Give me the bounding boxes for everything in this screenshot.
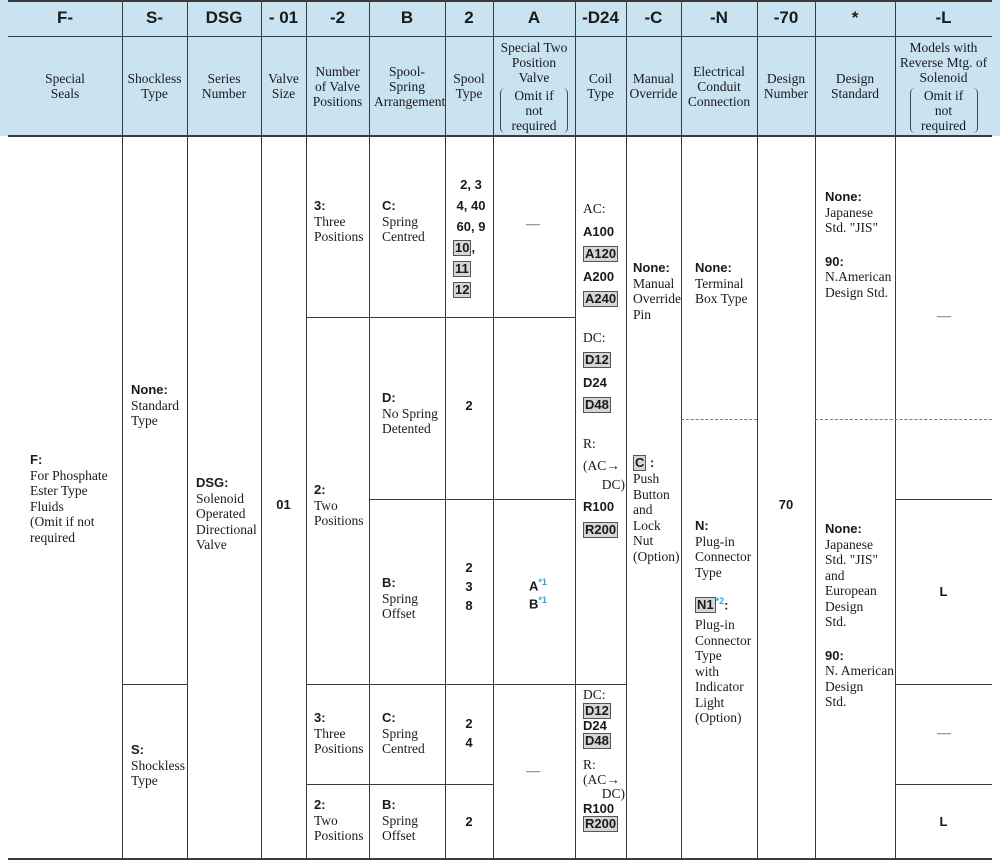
coil-item-boxed: A120 (585, 246, 617, 261)
coil-upper-cell (583, 198, 625, 541)
coil-r-sub: DC) (601, 476, 625, 492)
label-design-std: Design Standard (831, 71, 879, 101)
special-seals-desc: Ester Type (30, 483, 88, 498)
shockless-s-cell: S: Shockless Type (131, 742, 185, 788)
spring-desc: Spring (382, 725, 419, 741)
special-two-dash-2: — (526, 764, 540, 779)
shockless-none-cell: None: Standard Type (131, 382, 186, 429)
row-rule (306, 784, 493, 785)
conduit-desc: Terminal (695, 275, 744, 291)
code-positions: -2 (329, 8, 346, 27)
shockless-s-desc: Type (131, 773, 158, 788)
coil-r-sub: (AC→ (583, 458, 620, 473)
special-two-b: B (529, 596, 539, 612)
spool-value-boxed: 12 (455, 282, 470, 297)
code-coil: -D24 (582, 8, 619, 27)
spool-row2: 2 (465, 398, 473, 413)
col-line (626, 0, 627, 860)
special-two-a: A (529, 578, 539, 594)
code-series: DSG (205, 8, 243, 27)
conduit-desc: (Option) (695, 710, 742, 726)
manual-c-cell: C : Push Button and Lock Nut (Option) (633, 455, 680, 564)
spool-row3 (445, 558, 493, 615)
coil-lower-cell (583, 688, 625, 832)
label-manual: Manual Override (629, 71, 678, 101)
spring-desc: Offset (382, 828, 416, 843)
design-std-desc: N. American (825, 663, 894, 678)
conduit-desc: Type (695, 648, 722, 664)
spring-c-cell: C: Spring Centred (382, 198, 444, 245)
label-special-seals: Special Seals (45, 71, 85, 101)
conduit-n-cell: N: Plug-in Connector Type N1 $^{*2}$: Plug-in Connector Type with Indicator Light (Option) (695, 518, 757, 726)
design-std-desc: and (825, 567, 845, 583)
row-rule (895, 499, 992, 500)
code-special-two: A (527, 8, 541, 27)
manual-desc: Pin (633, 306, 652, 322)
positions-three-code: 3 (314, 198, 322, 213)
manual-desc: Button (633, 486, 670, 502)
coil-item: D24 (583, 717, 607, 733)
code-reverse: -L (935, 8, 952, 27)
label-reverse: Models with Reverse Mtg. of Solenoid Omit if not required (899, 39, 988, 133)
label-positions: Number of Valve Positions (312, 63, 363, 109)
conduit-desc: Box Type (695, 291, 748, 306)
series-desc: Valve (196, 537, 227, 552)
col-line (681, 0, 682, 860)
spool-value: 3 (465, 579, 473, 594)
conduit-none-code: None (695, 260, 728, 275)
col-line (575, 0, 576, 860)
design-std-desc: N.American (825, 269, 892, 284)
positions-desc: Positions (314, 513, 364, 528)
manual-desc: Manual (633, 275, 675, 291)
coil-r-label: R: (583, 435, 596, 451)
spring-d-code: D (382, 390, 392, 405)
positions-desc: Two (314, 812, 338, 828)
header-divider (8, 36, 992, 37)
code-valve-size: - 01 (268, 8, 299, 27)
special-seals-desc: (Omit if not (30, 514, 95, 529)
spring-desc: Centred (382, 741, 425, 756)
label-spring: Spool- Spring Arrangement (374, 63, 446, 109)
code-conduit: -N (710, 8, 728, 27)
positions-two-cell: 2: Two Positions (314, 482, 368, 529)
design-std-90: 90 (825, 253, 840, 269)
label-spool: Spool Type (453, 71, 485, 101)
conduit-desc: with (695, 663, 720, 679)
series-desc: Operated (196, 506, 246, 521)
positions-desc: Three (314, 725, 346, 741)
code-design-std: * (851, 8, 859, 27)
label-special-two: Special Two Position Valve Omit if not required (500, 39, 568, 133)
series-code: DSG (196, 475, 225, 490)
conduit-desc: Plug-in (695, 533, 735, 549)
top-rule (8, 0, 992, 2)
manual-desc: and (633, 502, 653, 517)
design-std-b-cell: None: Japanese Std. "JIS" and European Design Std. 90: N. American Design Std. (825, 521, 894, 709)
label-valve-size: Valve Size (268, 71, 299, 101)
spring-c-cell-2: C: Spring Centred (382, 710, 444, 757)
special-seals-desc: required (30, 529, 75, 545)
coil-item: D24 (583, 374, 607, 390)
series-desc: Solenoid (196, 490, 245, 506)
manual-desc: Push (633, 471, 660, 486)
spring-desc: Offset (382, 606, 416, 621)
col-line (306, 0, 307, 860)
row-rule (895, 684, 992, 685)
spool-value: 2 (465, 716, 473, 731)
shockless-none-desc: Standard (131, 397, 179, 413)
design-std-a-cell: None: Japanese Std. "JIS" 90: N.American Design Std. (825, 189, 895, 300)
code-spring: B (400, 8, 414, 27)
valve-size-value: 01 (276, 497, 291, 512)
positions-three-cell-2: 3: Three Positions (314, 710, 368, 757)
row-rule (369, 499, 575, 500)
row-rule-dashed (815, 419, 992, 420)
manual-desc: Override (633, 291, 681, 306)
header-bottom-rule (8, 135, 992, 137)
spring-desc: Spring (382, 812, 419, 828)
omit-note-reverse: Omit if not required (910, 88, 978, 133)
spring-b-code: B (382, 575, 392, 590)
conduit-desc: Connector (695, 632, 752, 648)
design-std-desc: Design (825, 598, 864, 614)
row-rule-dashed (681, 419, 757, 420)
coil-item-boxed: R200 (585, 816, 617, 831)
spool-value: 2, 3 (460, 177, 482, 192)
row-rule (122, 684, 187, 685)
coil-item-boxed: D48 (585, 733, 609, 748)
col-line (757, 0, 758, 860)
positions-two-cell-2: 2: Two Positions (314, 797, 368, 844)
conduit-n-code: N (695, 518, 705, 533)
note-marker: *1 (538, 595, 547, 606)
row-rule (306, 684, 626, 685)
spring-desc: No Spring (382, 405, 438, 421)
spring-c-code: C (382, 198, 392, 213)
positions-desc: Positions (314, 229, 364, 244)
special-seals-desc: For Phosphate (30, 467, 108, 483)
positions-three-cell: 3: Three Positions (314, 198, 368, 245)
row-rule (306, 317, 575, 318)
col-line (187, 0, 188, 860)
col-line (493, 0, 494, 860)
spring-desc: Spring (382, 590, 419, 606)
spool-value: 4, 40 (456, 198, 486, 213)
design-std-desc: Japanese (825, 204, 873, 220)
positions-desc: Positions (314, 741, 364, 756)
positions-desc: Positions (314, 828, 364, 843)
spool-value: 2 (465, 560, 473, 575)
coil-item-boxed: A240 (585, 291, 617, 306)
label-series: Series Number (201, 71, 247, 101)
spring-c-code: C (382, 710, 392, 725)
reverse-l-2: L (939, 814, 948, 829)
spool-row5: 2 (465, 814, 473, 829)
label-shockless: Shockless Type (127, 71, 182, 101)
conduit-none-cell: None: Terminal Box Type (695, 260, 757, 307)
spool-value-boxed: 10 (455, 240, 470, 255)
code-design-number: -70 (773, 8, 799, 27)
design-std-none: None (825, 521, 858, 536)
series-desc: Directional (196, 521, 257, 537)
design-std-desc: European (825, 583, 877, 598)
spool-row4 (445, 714, 493, 752)
col-line (369, 0, 370, 860)
col-line (122, 0, 123, 860)
spring-b-code: B (382, 797, 392, 812)
omit-note-special-two: Omit if not required (500, 88, 568, 133)
conduit-desc: Connector (695, 549, 752, 564)
special-seals-code: F (30, 452, 38, 467)
coil-dc-label: DC: (583, 329, 606, 345)
reverse-l: L (939, 584, 948, 599)
manual-desc: Lock Nut (633, 517, 661, 548)
conduit-desc: Plug-in (695, 617, 735, 633)
coil-r-label: R: (583, 757, 596, 772)
coil-item: A200 (583, 268, 615, 284)
spring-d-cell: D: No Spring Detented (382, 390, 444, 437)
coil-item-boxed: D12 (585, 352, 609, 367)
label-conduit: Electrical Conduit Connection (687, 63, 751, 109)
design-std-desc: Std. (825, 614, 847, 629)
note-marker: *1 (538, 577, 547, 587)
row-rule (895, 784, 992, 785)
label-design-number: Design Number (763, 71, 809, 101)
coil-item: R100 (583, 499, 615, 514)
shockless-s-code: S (131, 742, 140, 757)
coil-item: R100 (583, 800, 615, 816)
design-std-desc: Std. "JIS" (825, 552, 879, 567)
conduit-desc: Light (695, 694, 725, 710)
coil-dc-label: DC: (583, 687, 606, 702)
manual-none-cell: None: Manual Override Pin (633, 260, 681, 322)
shockless-s-desc: Shockless (131, 757, 185, 773)
shockless-none-desc: Type (131, 413, 158, 428)
spool-value-boxed: 11 (455, 261, 469, 276)
reverse-dash-2: — (937, 726, 951, 741)
reverse-dash: — (937, 309, 951, 324)
note-marker: *2 (715, 596, 725, 606)
design-std-desc: Japanese (825, 536, 873, 552)
label-coil: Coil Type (587, 71, 614, 101)
series-cell: DSG: Solenoid Operated Directional Valve (196, 475, 260, 553)
coil-ac-label: AC: (583, 201, 606, 216)
spring-b-cell-2: B: Spring Offset (382, 797, 444, 844)
design-std-desc: Design (825, 678, 864, 694)
spring-desc: Spring (382, 213, 419, 229)
spool-value: 60, 9 (456, 219, 486, 234)
conduit-n1-code: N1 (697, 597, 714, 613)
coil-r-sub: (AC→ (583, 771, 620, 787)
conduit-desc: Type (695, 564, 722, 580)
col-line (895, 0, 896, 860)
col-line (261, 0, 262, 860)
special-two-ab (529, 575, 569, 612)
design-std-desc: Design Std. (825, 284, 889, 300)
spool-row1: 2, 3 4, 40 60, 9 10 , 11 12 (450, 174, 492, 300)
positions-three-code: 3 (314, 710, 322, 725)
coil-r-sub: DC) (601, 786, 625, 801)
design-std-desc: Std. (825, 694, 847, 709)
design-std-90: 90 (825, 647, 840, 663)
manual-c-code: C (635, 455, 645, 470)
code-manual: -C (644, 8, 663, 27)
manual-none-code: None (633, 260, 666, 275)
col-line (815, 0, 816, 860)
design-std-desc: Std. "JIS" (825, 220, 879, 235)
spool-value: 4 (465, 735, 473, 750)
coil-item-boxed: D48 (585, 397, 609, 412)
coil-item: A100 (583, 223, 615, 239)
spring-desc: Detented (382, 421, 431, 436)
code-special-seals: F- (56, 8, 74, 27)
special-seals-cell: F: For Phosphate Ester Type Fluids (Omit if not required (30, 452, 120, 545)
design-number-value: 70 (778, 497, 794, 512)
design-std-none: None (825, 189, 858, 204)
manual-desc: (Option) (633, 548, 680, 564)
special-seals-desc: Fluids (30, 498, 64, 514)
spring-b-cell: B: Spring Offset (382, 575, 444, 622)
positions-desc: Three (314, 213, 346, 229)
special-two-dash: — (526, 217, 540, 232)
conduit-desc: Indicator (695, 679, 744, 695)
coil-item-boxed: R200 (585, 521, 617, 537)
spring-desc: Centred (382, 229, 425, 244)
bottom-rule (8, 858, 992, 860)
coil-item-boxed: D12 (585, 702, 609, 718)
positions-two-code: 2 (314, 797, 322, 812)
shockless-none-code: None (131, 382, 164, 397)
positions-two-code: 2 (314, 482, 322, 497)
positions-desc: Two (314, 497, 338, 513)
code-shockless: S- (146, 8, 163, 27)
code-spool: 2 (464, 8, 474, 27)
spool-value: 8 (465, 598, 473, 613)
